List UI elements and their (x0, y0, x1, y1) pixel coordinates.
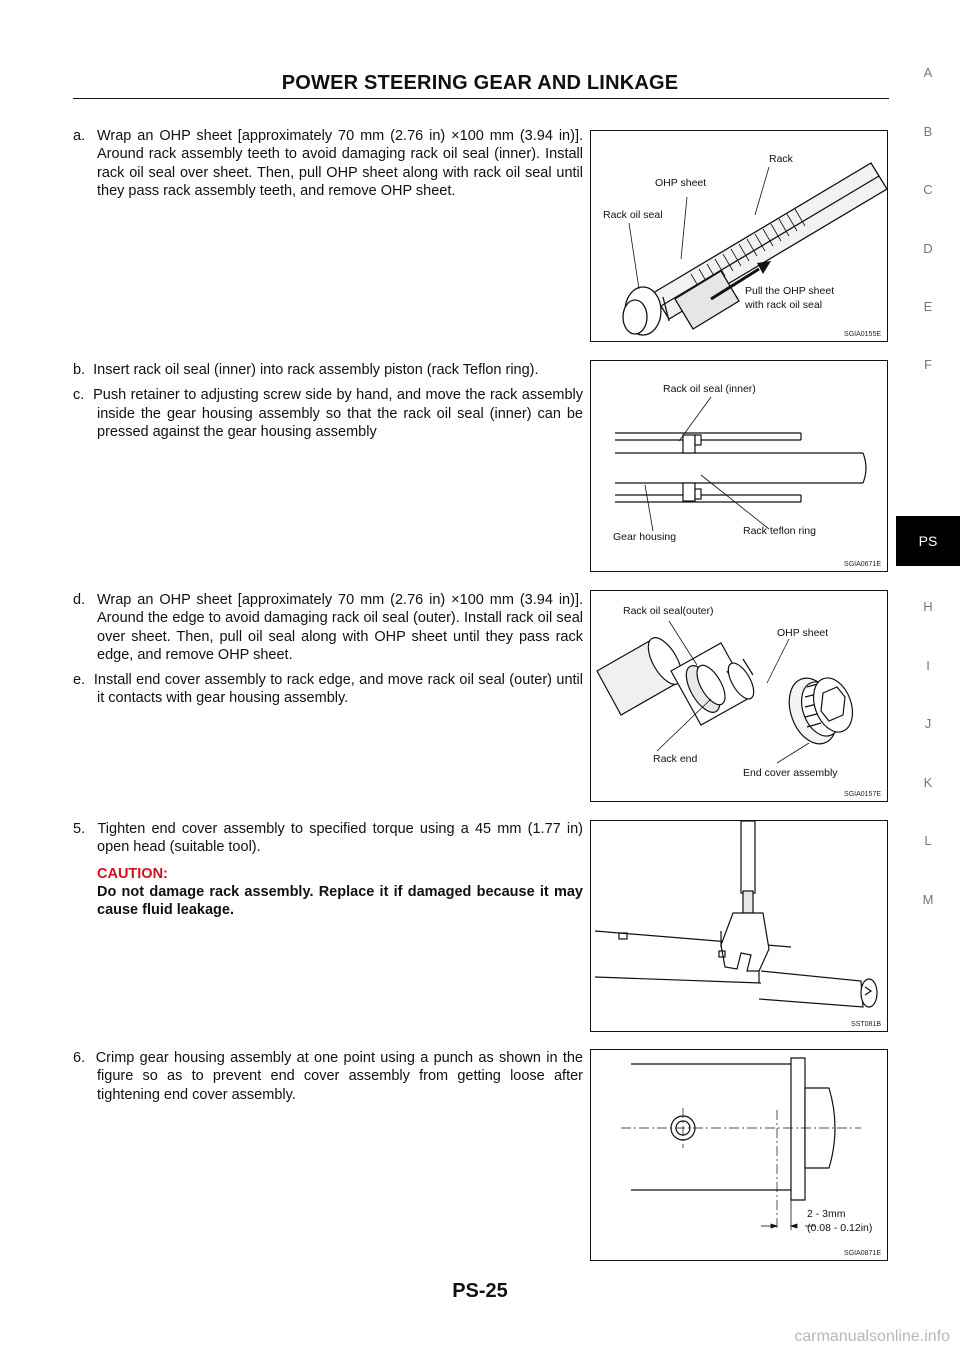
figure-tighten-end-cover (590, 820, 888, 1032)
page-number: PS-25 (452, 1280, 508, 1302)
section-tab-l[interactable]: L (924, 833, 932, 848)
section-tab-a[interactable]: A (923, 65, 933, 80)
figure-id: SGIA0155E (844, 331, 881, 338)
figure-illustration (591, 821, 889, 1033)
step-block-a (73, 127, 583, 207)
step-block-5 (73, 820, 583, 919)
step-marker: d. (73, 592, 86, 608)
step-marker: b. (73, 362, 86, 378)
label-ohp-sheet: OHP sheet (655, 177, 707, 189)
step-item (73, 591, 583, 664)
caution-heading: CAUTION: (97, 865, 168, 882)
section-tab-f[interactable]: F (924, 357, 932, 372)
section-tab-d[interactable]: D (923, 241, 933, 256)
step-marker: 6. (73, 1050, 86, 1066)
step-marker: e. (73, 672, 86, 689)
step-marker: 5. (73, 821, 86, 837)
step-text: Install end cover assembly to rack edge, and move rack oil seal (outer) until it contacts with gear housing assembly. (93, 672, 583, 707)
step-item (73, 127, 583, 200)
step-item (73, 386, 583, 441)
step-text: Wrap an OHP sheet [approximately 70 mm (2.76 in) ×100 mm (3.94 in)]. Around the edge to avoid damaging rack oil seal (outer). Install rack oil seal over sheet. Then, pull oil seal along with OHP sheet until they pass rack edge, and remove OHP sheet. (96, 592, 583, 663)
label-dimension-in: (0.08 - 0.12in) (807, 1222, 873, 1234)
section-tab-b[interactable]: B (923, 124, 933, 139)
step-marker: c. (73, 387, 85, 404)
label-rack: Rack (769, 153, 793, 165)
caution-box (73, 865, 583, 919)
label-ohp-sheet: OHP sheet (777, 627, 829, 639)
section-tab-h[interactable]: H (923, 599, 933, 614)
step-block-6 (73, 1049, 583, 1111)
step-item (73, 820, 583, 857)
step-text: Tighten end cover assembly to specified torque using a 45 mm (1.77 in) open head (suitable tool). (97, 821, 583, 856)
figure-crimp-gear-housing (590, 1049, 888, 1261)
figure-illustration (591, 131, 889, 343)
header-rule (73, 98, 889, 99)
watermark: carmanualsonline.info (794, 1328, 950, 1345)
label-pull-line1: Pull the OHP sheet (745, 285, 835, 297)
section-tab-i[interactable]: I (926, 658, 930, 673)
section-tab-k[interactable]: K (923, 775, 933, 790)
label-rack-oil-seal-inner: Rack oil seal (inner) (663, 383, 756, 395)
label-pull-line2: with rack oil seal (745, 299, 823, 311)
step-text: Wrap an OHP sheet [approximately 70 mm (2.76 in) ×100 mm (3.94 in)]. Around rack assembly teeth to avoid damaging rack oil seal (inner). Install rack oil seal over sheet. Then, pull OHP sheet along with rack oil seal until they pass rack assembly teeth, and remove OHP sheet. (96, 128, 583, 199)
section-tab-ps[interactable]: PS (896, 516, 960, 566)
step-item (73, 671, 583, 708)
step-text: Insert rack oil seal (inner) into rack assembly piston (rack Teflon ring). (93, 362, 539, 378)
section-tab-m[interactable]: M (922, 892, 934, 907)
figure-rack-oil-seal-outer (590, 590, 888, 802)
figure-id: SGIA0671E (844, 561, 881, 568)
label-rack-oil-seal: Rack oil seal (603, 209, 663, 221)
section-tab-j[interactable]: J (924, 716, 932, 731)
step-text: Crimp gear housing assembly at one point using a punch as shown in the figure so as to prevent end cover assembly from getting loose after tightening end cover assembly. (95, 1050, 583, 1103)
caution-text: Do not damage rack assembly. Replace it if damaged because it may cause fluid leakage. (97, 883, 583, 918)
figure-id: SGIA0157E (844, 791, 881, 798)
figure-id: SST081B (851, 1021, 881, 1028)
step-block-bc (73, 361, 583, 448)
step-marker: a. (73, 128, 86, 144)
figure-rack-oil-seal-inner (590, 360, 888, 572)
step-text: Push retainer to adjusting screw side by hand, and move the rack assembly inside the gear housing assembly so that the rack oil seal (inner) can be pressed against the gear housing assembly (93, 387, 583, 440)
section-tab-c[interactable]: C (923, 182, 933, 197)
figure-id: SGIA0871E (844, 1250, 881, 1257)
step-item (73, 1049, 583, 1104)
label-gear-housing: Gear housing (613, 531, 677, 543)
label-rack-oil-seal-outer: Rack oil seal(outer) (623, 605, 714, 617)
label-rack-end: Rack end (653, 753, 698, 765)
figure-rack-oil-seal-install (590, 130, 888, 342)
label-end-cover-assembly: End cover assembly (743, 767, 838, 779)
page-title: POWER STEERING GEAR AND LINKAGE (281, 72, 679, 94)
label-dimension-mm: 2 - 3mm (807, 1208, 846, 1220)
label-rack-teflon-ring: Rack teflon ring (743, 525, 816, 537)
section-tab-e[interactable]: E (923, 299, 933, 314)
figure-illustration (591, 591, 889, 803)
step-block-de (73, 591, 583, 715)
step-item (73, 361, 583, 379)
